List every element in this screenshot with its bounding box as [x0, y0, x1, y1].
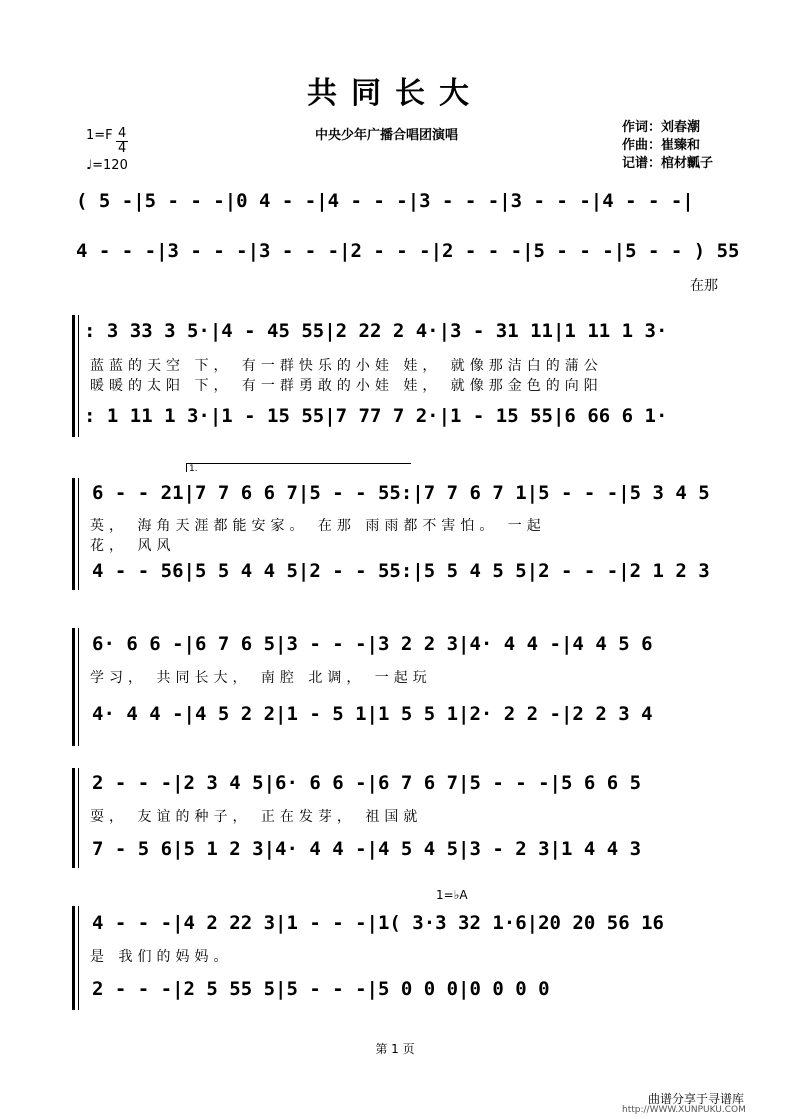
- notes: 6 - - 21|7 7 6 6 7|5 - - 55:|7 7 6 7 1|5 - - -|5 3 4 5: [92, 482, 710, 504]
- system-6-alto: [92, 838, 742, 874]
- system-6-bracket-thin: [78, 768, 79, 868]
- system-5-bracket-thin: [78, 628, 79, 746]
- system-4-soprano: [92, 482, 742, 518]
- notes: 4 - - -|4 2 22 3|1 - - -|1( 3·3 32 1·6|20 20 56 16: [92, 912, 664, 934]
- composer-credit: 作曲：崔臻和: [622, 138, 701, 153]
- system-4-bracket-thin: [78, 478, 79, 590]
- meter-top: 4: [118, 126, 127, 141]
- system-5-soprano: [92, 633, 742, 669]
- page-title: 共同长大: [307, 76, 483, 111]
- system-6-lyric: 耍， 友谊的种子， 正在发芽， 祖国就: [90, 809, 423, 825]
- notes: 2 - - -|2 5 55 5|5 - - -|5 0 0 0|0 0 0 0: [92, 978, 550, 1000]
- watermark-text: 曲谱分享于寻谱库: [648, 1092, 745, 1106]
- system-6-soprano: [92, 772, 742, 808]
- transcriber-credit: 记谱：棺材瓤子: [622, 156, 714, 171]
- notes: 4· 4 4 -|4 5 2 2|1 - 5 1|1 5 5 1|2· 2 2 -|2 2 3 4: [92, 703, 653, 725]
- system-7-bracket: [72, 906, 75, 1010]
- tempo-marking: ♩=120: [86, 158, 128, 173]
- system-1-melody: [76, 190, 726, 226]
- system-7-bracket-thin: [78, 906, 79, 1010]
- system-6-bracket: [72, 768, 75, 868]
- system-4-alto: [92, 560, 742, 596]
- system-3-bracket-thin: [78, 315, 79, 437]
- system-4-bracket: [72, 478, 75, 590]
- system-4-lyric-verse-2: 花， 风风: [90, 538, 176, 554]
- system-7-lyric: 是 我们的妈妈。: [90, 949, 233, 965]
- system-3-alto: [84, 405, 734, 441]
- system-3-soprano: [84, 320, 734, 356]
- system-4-lyric-verse-1: 英， 海角天涯都能安家。 在那 雨雨都不害怕。 一起: [90, 518, 546, 534]
- notes: 6· 6 6 -|6 7 6 5|3 - - -|3 2 2 3|4· 4 4 -|4 4 5 6: [92, 633, 653, 655]
- system-3-lyric-verse-1: 蓝蓝的天空 下， 有一群快乐的小娃 娃， 就像那洁白的蒲公: [90, 358, 603, 374]
- first-ending-volta: [186, 463, 411, 472]
- notes: 2 - - -|2 3 4 5|6· 6 6 -|6 7 6 7|5 - - -|5 6 6 5: [92, 772, 642, 794]
- watermark-url: http://WWW.XUNPUKU.COM: [622, 1105, 746, 1115]
- system-3-bracket: [72, 315, 75, 437]
- system-5-lyric: 学习， 共同长大， 南腔 北调， 一起玩: [90, 670, 432, 686]
- pickup-lyric: 在那: [690, 278, 718, 294]
- system-5-alto: [92, 703, 742, 739]
- notes: 4 - - -|3 - - -|3 - - -|2 - - -|2 - - -|5 - - -|5 - - ) 55: [76, 240, 740, 262]
- system-5-bracket: [72, 628, 75, 746]
- notes: : 1 11 1 3·|1 - 15 55|7 77 7 2·|1 - 15 55|6 66 6 1·: [84, 405, 668, 427]
- notes: ( 5 -|5 - - -|0 4 - -|4 - - -|3 - - -|3 - - -|4 - - -|: [76, 190, 694, 212]
- system-7-alto: [92, 978, 742, 1014]
- performer-credit: 中央少年广播合唱团演唱: [315, 128, 459, 143]
- system-3-lyric-verse-2: 暖暖的太阳 下， 有一群勇敢的小娃 娃， 就像那金色的向阳: [90, 378, 603, 394]
- meter-bottom: 4: [118, 141, 127, 156]
- system-7-soprano: [92, 912, 742, 948]
- key-change-marking: 1=♭A: [436, 888, 468, 902]
- volta-label: 1.: [189, 464, 198, 474]
- key-signature: 1=F: [86, 128, 113, 143]
- lyricist-credit: 作词：刘春潮: [622, 120, 701, 135]
- notes: : 3 33 3 5·|4 - 45 55|2 22 2 4·|3 - 31 11|1 11 1 3·: [84, 320, 668, 342]
- system-2-melody: [76, 240, 740, 276]
- notes: 4 - - 56|5 5 4 4 5|2 - - 55:|5 5 4 5 5|2 - - -|2 1 2 3: [92, 560, 710, 582]
- page-number: 第 1 页: [375, 1042, 415, 1056]
- notes: 7 - 5 6|5 1 2 3|4· 4 4 -|4 5 4 5|3 - 2 3|1 4 4 3: [92, 838, 642, 860]
